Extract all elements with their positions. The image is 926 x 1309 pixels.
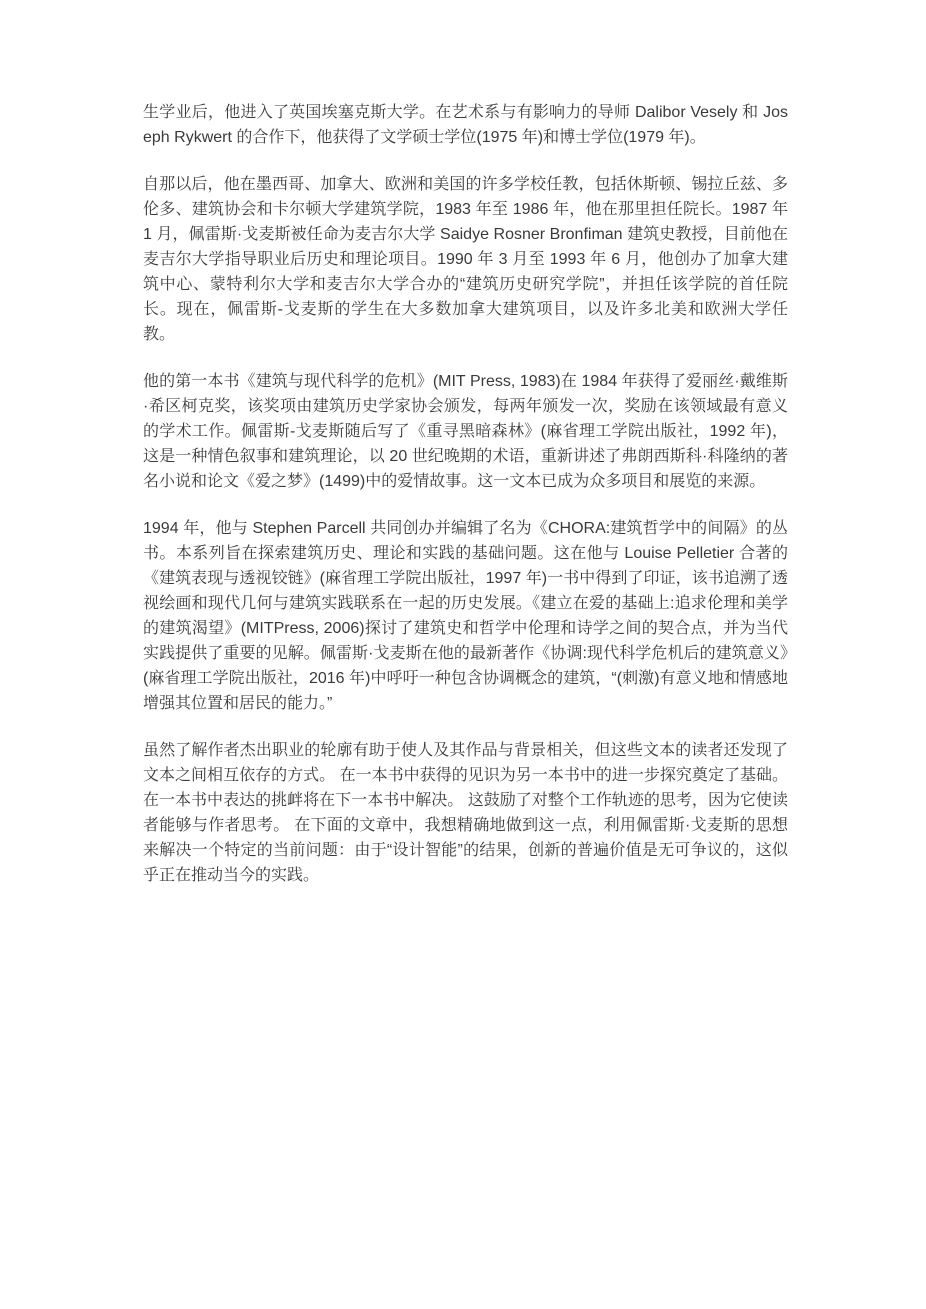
paragraph-first-book: 他的第一本书《建筑与现代科学的危机》(MIT Press, 1983)在 1984 年获得了爱丽丝·戴维斯·希区柯克奖，该奖项由建筑历史学家协会颁发，每两年颁发一次，奖励在该领域最有意义的学术工作。佩雷斯-戈麦斯随后写了《重寻黑暗森林》(麻省理工学院出版社，1992 年)，这是一种情色叙事和建筑理论，以 20 世纪晚期的术语，重新讲述了弗朗西斯科·科隆纳的著名小说和论文《爱之梦》(1499)中的爱情故事。这一文本已成为众多项目和展览的来源。 bbox=[143, 373, 788, 490]
paragraph-teaching-career: 自那以后，他在墨西哥、加拿大、欧洲和美国的许多学校任教，包括休斯顿、锡拉丘兹、多伦多、建筑协会和卡尔顿大学建筑学院，1983 年至 1986 年，他在那里担任院长。1987 年 1 月，佩雷斯·戈麦斯被任命为麦吉尔大学 Saidye Rosner Bronfiman 建筑史教授，目前他在麦吉尔大学指导职业后历史和理论项目。1990 年 3 月至 1993 年 6 月，他创办了加拿大建筑中心、蒙特利尔大学和麦吉尔大学合办的“建筑历史研究学院”，并担任该学院的首任院长。现在，佩雷斯-戈麦斯的学生在大多数加拿大建筑项目，以及许多北美和欧洲大学任教。 bbox=[143, 176, 788, 343]
paragraph-education: 生学业后，他进入了英国埃塞克斯大学。在艺术系与有影响力的导师 Dalibor Vesely 和 Joseph Rykwert 的合作下，他获得了文学硕士学位(1975 年)和博士学位(1979 年)。 bbox=[143, 104, 788, 146]
document-content bbox=[143, 100, 788, 910]
paragraph-reader-reflection: 虽然了解作者杰出职业的轮廓有助于使人及其作品与背景相关，但这些文本的读者还发现了文本之间相互依存的方式。 在一本书中获得的见识为另一本书中的进一步探究奠定了基础。在一本书中表达的挑衅将在下一本书中解决。 这鼓励了对整个工作轨迹的思考，因为它使读者能够与作者思考。 在下面的文章中，我想精确地做到这一点，利用佩雷斯·戈麦斯的思想来解决一个特定的当前问题：由于“设计智能”的结果，创新的普遍价值是无可争议的，这似乎正在推动当今的实践。 bbox=[143, 742, 788, 884]
paragraph-chora-and-later-books: 1994 年，他与 Stephen Parcell 共同创办并编辑了名为《CHORA:建筑哲学中的间隔》的丛书。本系列旨在探索建筑历史、理论和实践的基础问题。这在他与 Louise Pelletier 合著的《建筑表现与透视铰链》(麻省理工学院出版社，1997 年)一书中得到了印证，该书追溯了透视绘画和现代几何与建筑实践联系在一起的历史发展。《建立在爱的基础上:追求伦理和美学的建筑渴望》(MITPress, 2006)探讨了建筑史和哲学中伦理和诗学之间的契合点，并为当代实践提供了重要的见解。佩雷斯·戈麦斯在他的最新著作《协调:现代科学危机后的建筑意义》(麻省理工学院出版社，2016 年)中呼吁一种包含协调概念的建筑，“(刺激)有意义地和情感地增强其位置和居民的能力。” bbox=[143, 520, 788, 712]
